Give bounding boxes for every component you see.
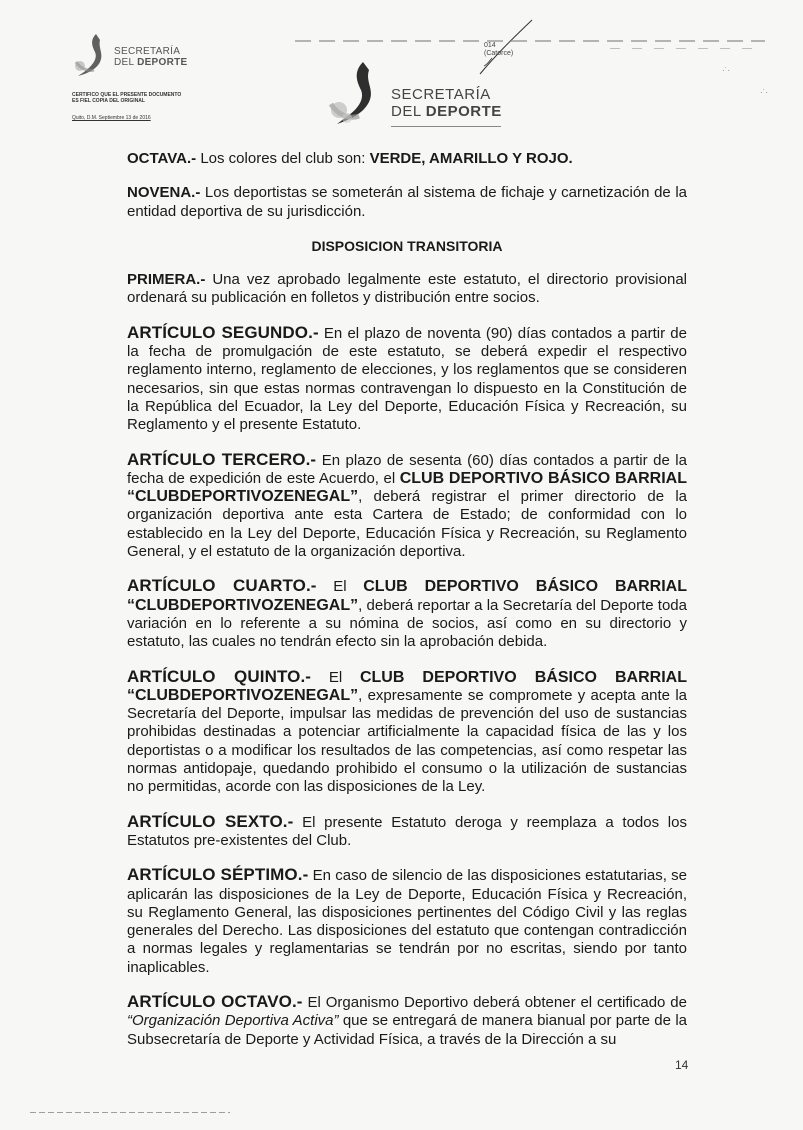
scan-speck: ·˙· [760,88,768,97]
page-number: 14 [675,1058,689,1072]
club-name: CLUB DEPORTIVO BÁSICO BARRIAL “CLUBDEPORTIVOZENEGAL” [127,668,687,704]
main-logo-line2-bold: DEPORTE [425,103,502,120]
article-label: ARTÍCULO SÉPTIMO.- [127,865,309,885]
clause-text: Una vez aprobado legalmente este estatuto, el directorio provisional ordenará su publicación en folletos y distribución entre socios. [127,271,687,307]
article-label: ARTÍCULO SEXTO.- [127,811,294,831]
article-label: ARTÍCULO SEGUNDO.- [127,322,319,342]
article-text: En caso de silencio de las disposiciones estatutarias, se aplicarán las disposiciones de la Ley de Deporte, Educación Física y Recreación, su Reglamento General, las disposiciones pertinentes del Código Civil y las reglas generales del Derecho. Las disposiciones del estatuto que contengan contradicción a normas legales y reglamentarias se tendrán por no escritas, siendo por tanto inaplicables. [127,867,687,976]
top-dashed-rule [295,40,765,42]
article-text: El Organismo Deportivo deberá obtener el certificado de [302,993,687,1011]
main-logo-line2-prefix: DEL [391,103,426,120]
stamp-logo-line1: SECRETARÍA [114,46,181,57]
article-text: , expresamente se compromete y acepta ante la Secretaría del Deporte, impulsar las medidas de prevención del uso de sustancias prohibidas destinadas a potenciar artificialmente la capacidad física de las y los deportistas o a modificar los resultados de las competencias, así como respetar las normas antidopaje, quedando prohibido el consumo o la utilización de sustancias no permitidas, acorde con las disposiciones de la Ley. [127,686,687,796]
article-text: El [311,668,360,686]
scan-speck: ·˙· [722,66,730,75]
main-logo [325,60,505,130]
article-text: En el plazo de noventa (90) días contados a partir de la fecha de promulgación de este estatuto, se deberá expedir el respectivo reglamento interno, reglamento de elecciones, y los reglamentos que se consideren necesarios, sin que estas normas contravengan lo dispuesto en la Constitución de la República del Ecuador, la Ley del Deporte, Educación Física y Recreación, su Reglamento y el presente Estatuto. [127,324,687,434]
club-name: CLUB DEPORTIVO BÁSICO BARRIAL “CLUBDEPORTIVOZENEGAL” [127,469,687,506]
clause-primera [127,271,687,308]
article-tercero [127,451,687,562]
club-name: CLUB DEPORTIVO BÁSICO BARRIAL “CLUBDEPORTIVOZENEGAL” [127,578,687,614]
article-octavo [127,993,687,1049]
article-text: , deberá reportar a la Secretaría del Deporte toda variación en lo referente a su nómina de socios, así como en su directorio y estatuto, las cuales no tendrán efecto sin la aprobación debida. [127,596,687,651]
article-text: En plazo de sesenta (60) días contados a partir de la fecha de expedición de este Acuerdo, el [127,451,687,487]
section-title: DISPOSICION TRANSITORIA [311,237,503,254]
document-body [127,150,687,1065]
secretaria-deporte-logo-icon [325,60,387,130]
article-septimo [127,866,687,977]
clause-label: PRIMERA.- [127,271,206,289]
article-text: El presente Estatuto deroga y reemplaza a todos los Estatutos pre-existentes del Club. [127,813,687,849]
article-segundo [127,324,687,435]
certification-date: Quito, D.M. Septiembre 13 de 2016 [72,115,151,121]
clause-label: OCTAVA.- [127,150,197,167]
article-quinto [127,668,687,797]
clause-label: NOVENA.- [127,184,201,202]
stamp-logo [70,28,190,88]
article-text: , deberá registrar el primer directorio de la organización deportiva ante esta Cartera de Estado; de conformidad con lo establecido en la Ley del Deporte, Educación Física y Recreación, su Reglamento General, y el estatuto de la organización deportiva. [127,488,687,561]
main-logo-line1: SECRETARÍA [391,86,491,103]
clause-text: Los deportistas se someterán al sistema de fichaje y carnetización de la entidad deportiva de su jurisdicción. [127,184,687,220]
top-dashed-rule-2 [610,48,760,49]
article-cuarto [127,577,687,651]
clause-octava [127,150,687,168]
certificate-name: “Organización Deportiva Activa” [127,1012,339,1030]
folio-words: (Catorce) [484,50,514,57]
stamp-logo-line2-prefix: DEL [114,57,138,68]
article-label: ARTÍCULO TERCERO.- [127,449,317,469]
folio-stamp [484,42,513,58]
clause-novena [127,184,687,221]
stamp-logo-line2-bold: DEPORTE [137,57,188,68]
article-text: El [316,578,364,596]
logo-underline [391,126,501,127]
article-label: ARTÍCULO OCTAVO.- [127,991,303,1011]
club-colors: VERDE, AMARILLO Y ROJO. [369,150,573,167]
folio-number: 014 [484,42,496,49]
article-sexto [127,813,687,851]
article-text: que se entregará de manera bianual por parte de la Subsecretaría de Deporte y Actividad Física, a través de la Dirección a su [127,1012,687,1048]
article-label: ARTÍCULO QUINTO.- [127,666,312,686]
footer-dashed-rule [30,1112,230,1113]
certification-note: CERTIFICO QUE EL PRESENTE DOCUMENTO ES FIEL COPIA DEL ORIGINAL [72,92,182,104]
clause-text: Los colores del club son: [196,150,370,167]
secretaria-deporte-emblem-icon [70,32,114,82]
article-label: ARTÍCULO CUARTO.- [127,576,317,596]
